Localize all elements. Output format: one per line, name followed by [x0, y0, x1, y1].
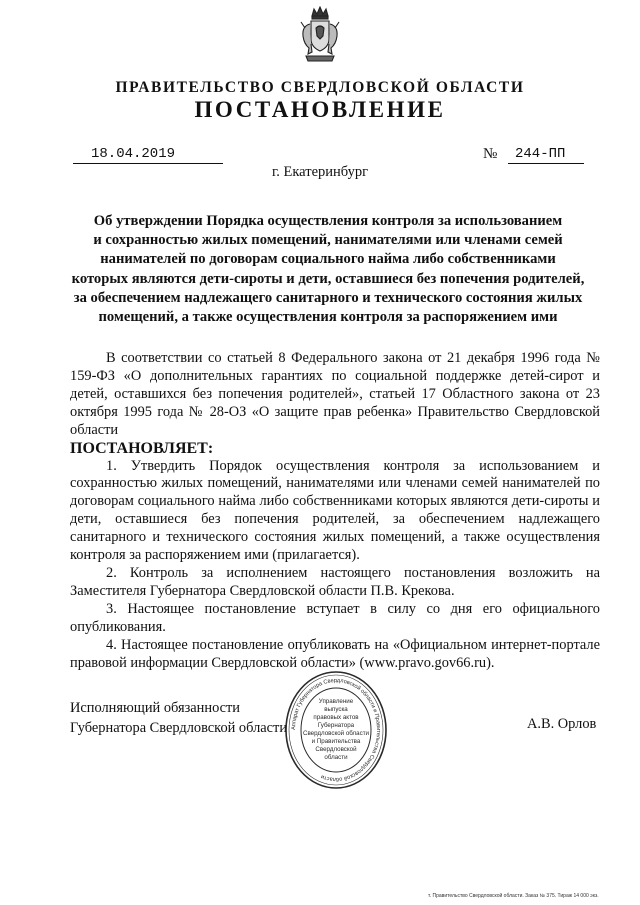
signatory-position — [70, 698, 287, 738]
signatory-name: А.В. Орлов — [527, 716, 597, 732]
stamp-ring-text: Аппарат Губернатора Свердловской области и Правительства Свердловской области — [290, 677, 382, 783]
print-info: т. Правительство Свердловской области. Заказ № 375. Тираж 14 000 экз. — [428, 893, 599, 899]
city-name: г. Екатеринбург — [271, 164, 369, 180]
title-line: Об утверждении Порядка осуществления контроля за использованием — [93, 213, 563, 229]
position-line: Губернатора Свердловской области — [70, 720, 288, 736]
document-type-title: ПОСТАНОВЛЕНИЕ — [194, 97, 446, 122]
stamp-center-line: выпуска — [324, 706, 348, 713]
stamp-center-line: Свердловской — [315, 746, 357, 753]
preamble-paragraph: В соответствии со статьей 8 Федерального закона от 21 декабря 1996 года № 159-ФЗ «О дополнительных гарантиях по социальной поддержке детей-сирот и детей, оставшихся без попечения родителей», статьей 17 Областного закона от 23 октября 1995 года № 28-ОЗ «О защите прав ребенка» Правительство Свердловской области — [70, 350, 600, 438]
title-line: помещений, а также осуществления контроля за распоряжением ими — [98, 309, 558, 326]
decree-word: ПОСТАНОВЛЯЕТ: — [70, 439, 214, 457]
item-paragraph: 3. Настоящее постановление вступает в силу со дня его официального опубликования. — [70, 600, 600, 635]
title-line: которых являются дети-сироты и дети, оставшиеся без попечения родителей, — [71, 270, 585, 287]
stamp-center-line: и Правительства — [311, 738, 361, 745]
stamp-center-line: Губернатора — [317, 722, 355, 729]
title-line: нанимателей по договорам социального найма либо собственниками — [100, 251, 556, 268]
document-date: 18.04.2019 — [91, 146, 176, 162]
title-line: за обеспечением надлежащего санитарного и технического состояния жилых — [73, 289, 583, 306]
document-number: 244-ПП — [515, 146, 566, 162]
document-body — [70, 350, 600, 672]
number-sign: № — [483, 146, 498, 162]
organization-title: ПРАВИТЕЛЬСТВО СВЕРДЛОВСКОЙ ОБЛАСТИ — [115, 79, 525, 96]
stamp-center-line: Свердловской области — [302, 730, 370, 737]
stamp-center-line: правовых актов — [313, 714, 359, 721]
coat-of-arms-emblem — [296, 6, 344, 64]
position-line: Исполняющий обязанности — [70, 700, 241, 716]
stamp-center-line: Управление — [318, 698, 354, 705]
item-paragraph: 4. Настоящее постановление опубликовать на «Официальном интернет-портале правовой информации Свердловской области» (www.pravo.gov66.ru). — [70, 636, 600, 671]
official-stamp — [284, 668, 388, 792]
document-title — [64, 212, 592, 327]
item-paragraph: 1. Утвердить Порядок осуществления контроля за использованием и сохранностью жилых помещений, нанимателями или членами семей нанимателей по договорам социального найма либо собственниками которых являются дети-сироты и дети, оставшиеся без попечения родителей, за обеспечением надлежащего санитарного и технического состояния жилых помещений, а также осуществления контроля за распоряжением ими (прилагается). — [70, 457, 600, 564]
item-paragraph: 2. Контроль за исполнением настоящего постановления возложить на Заместителя Губернатора Свердловской области П.В. Крекова. — [70, 564, 600, 599]
title-line: и сохранностью жилых помещений, нанимателями или членами семей — [93, 232, 563, 249]
stamp-center-line: области — [324, 754, 348, 761]
